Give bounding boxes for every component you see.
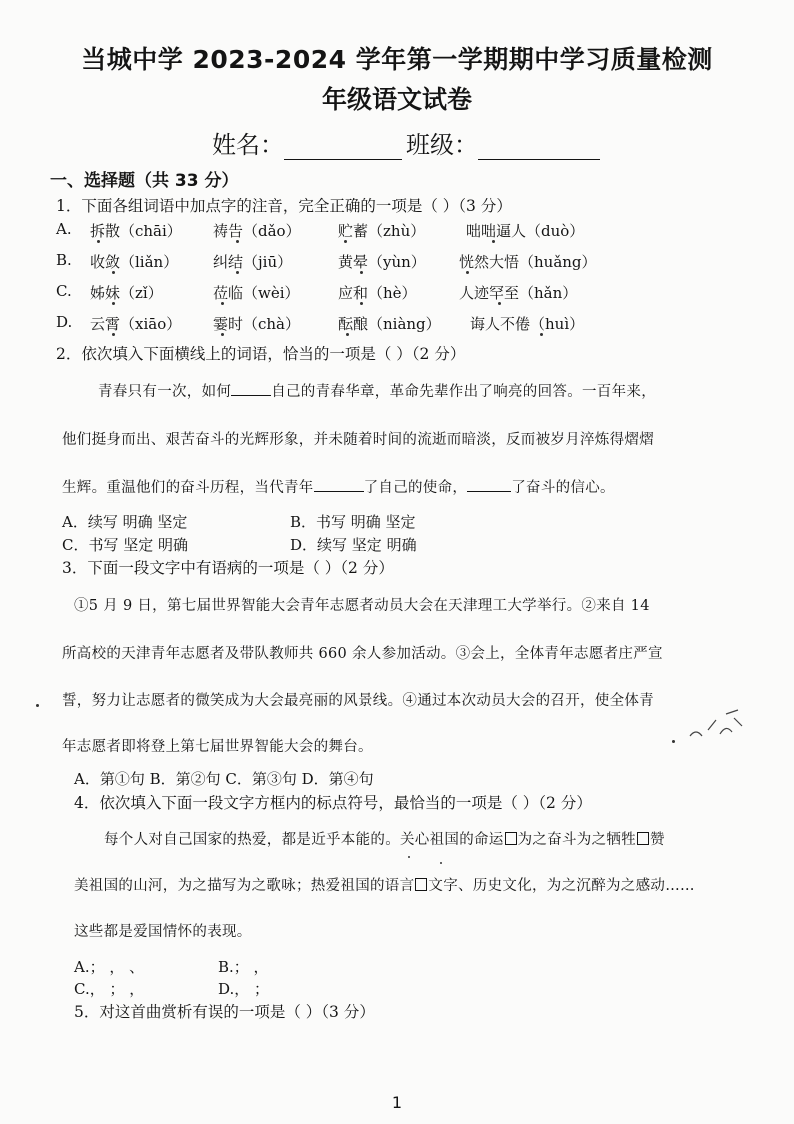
q3-passage-line-2: 所高校的天津青年志愿者及带队教师共 660 余人参加活动。③会上，全体青年志愿者庄严宣 — [62, 646, 663, 662]
q2-blank-2 — [314, 477, 364, 492]
q4-option-a: A.； ， 、 — [74, 958, 145, 976]
q2-passage-line-2: 他们挺身而出、艰苦奋斗的光辉形象，并未随着时间的流逝而暗淡，反而被岁月淬炼得熠熠 — [62, 432, 654, 448]
q1-a-word-1: 拆散（chāi） — [90, 222, 182, 240]
emphasis-dot — [236, 271, 239, 274]
q1-option-b-letter: B. — [56, 251, 72, 269]
q4-punct-box-3 — [415, 878, 427, 891]
class-blank — [478, 133, 600, 160]
q3-passage-line-3: 誓，努力让志愿者的微笑成为大会最亮丽的风景线。④通过本次动员大会的召开，使全体青 — [62, 693, 654, 709]
q4-option-c: C.， ； ， — [74, 980, 145, 998]
emphasis-dot — [466, 271, 469, 274]
emphasis-dot — [540, 333, 543, 336]
q4-p1-part-b: 为之奋斗为之牺牲 — [517, 832, 637, 848]
q1-option-d-letter: D. — [56, 313, 73, 331]
q2-p3-part-c: 了奋斗的信心。 — [511, 480, 615, 496]
q1-c-word-4: 人迹罕至（hǎn） — [459, 284, 578, 302]
q1-c-word-3: 应和（hè） — [338, 284, 417, 302]
q4-p1-part-c: 赞 — [650, 832, 665, 848]
q4-punct-box-1 — [505, 832, 517, 845]
name-label: 姓名： — [212, 131, 284, 159]
emphasis-dot — [112, 302, 115, 305]
q4-passage-line-2 — [74, 874, 695, 895]
q3-stem: 3．下面一段文字中有语病的一项是（ ）（2 分） — [62, 559, 394, 577]
q1-c-word-2: 莅临（wèi） — [213, 284, 300, 302]
q1-b-word-1: 收敛（liǎn） — [90, 253, 179, 271]
pencil-scribble — [686, 706, 746, 750]
q1-d-word-2: 霎时（chà） — [213, 315, 301, 333]
scan-speck — [440, 862, 442, 864]
page-number: 1 — [391, 1093, 403, 1112]
emphasis-dot — [221, 302, 224, 305]
q2-passage-line-1 — [98, 380, 656, 401]
q2-option-c: C．书写 坚定 明确 — [62, 536, 189, 554]
q4-passage-line-3: 这些都是爱国情怀的表现。 — [74, 924, 252, 940]
name-blank — [284, 133, 402, 160]
emphasis-dot — [492, 240, 495, 243]
emphasis-dot — [360, 271, 363, 274]
q1-d-word-3: 酝酿（niàng） — [338, 315, 441, 333]
student-info-line — [212, 125, 600, 160]
q4-punct-box-2 — [637, 832, 649, 845]
q4-option-b: B.； ， — [218, 958, 269, 976]
q2-p1-part-a: 青春只有一次，如何 — [98, 384, 232, 400]
q3-options: A．第①句 B．第②句 C．第③句 D．第④句 — [74, 770, 374, 788]
q1-b-word-4: 恍然大悟（huǎng） — [459, 253, 597, 271]
q4-stem: 4．依次填入下面一段文字方框内的标点符号，最恰当的一项是（ ）（2 分） — [74, 794, 592, 812]
q2-stem: 2．依次填入下面横线上的词语，恰当的一项是（ ）（2 分） — [56, 345, 466, 363]
emphasis-dot — [360, 302, 363, 305]
emphasis-dot — [236, 240, 239, 243]
q1-a-word-4: 咄咄逼人（duò） — [466, 222, 585, 240]
scan-speck — [672, 740, 675, 743]
q2-option-d: D．续写 坚定 明确 — [290, 536, 417, 554]
emphasis-dot — [112, 271, 115, 274]
section-choice-title: 一、选择题（共 33 分） — [50, 171, 239, 191]
q4-p1-part-a: 每个人对自己国家的热爱，都是近乎本能的。关心祖国的命运 — [104, 832, 504, 848]
class-label: 班级： — [406, 131, 478, 159]
q2-blank-1 — [231, 381, 271, 396]
q4-p2-part-a: 美祖国的山河，为之描写为之歌咏；热爱祖国的语言 — [74, 878, 415, 894]
q1-b-word-2: 纠结（jiū） — [213, 253, 293, 271]
emphasis-dot — [97, 240, 100, 243]
q2-blank-3 — [467, 477, 511, 492]
q1-a-word-2: 祷告（dǎo） — [213, 222, 301, 240]
q1-option-a-letter: A. — [56, 220, 72, 238]
q5-stem: 5．对这首曲赏析有误的一项是（ ）（3 分） — [74, 1003, 375, 1021]
exam-subtitle: 年级语文试卷 — [321, 85, 472, 114]
emphasis-dot — [346, 333, 349, 336]
q3-passage-line-4: 年志愿者即将登上第七届世界智能大会的舞台。 — [62, 739, 373, 755]
q1-b-word-3: 黄晕（yùn） — [338, 253, 426, 271]
q2-option-a: A．续写 明确 坚定 — [62, 513, 188, 531]
q3-passage-line-1: ①5 月 9 日，第七届世界智能大会青年志愿者动员大会在天津理工大学举行。②来自 14 — [74, 598, 650, 614]
q1-stem: 1．下面各组词语中加点字的注音，完全正确的一项是（ ）（3 分） — [56, 197, 512, 215]
q1-a-word-3: 贮蓄（zhù） — [338, 222, 426, 240]
q2-option-b: B．书写 明确 坚定 — [290, 513, 416, 531]
emphasis-dot — [344, 240, 347, 243]
emphasis-dot — [112, 333, 115, 336]
q1-c-word-1: 姊妹（zǐ） — [90, 284, 163, 302]
exam-title: 当城中学 2023-2024 学年第一学期期中学习质量检测 — [81, 45, 713, 74]
emphasis-dot — [221, 333, 224, 336]
q1-d-word-4: 诲人不倦（huì） — [470, 315, 585, 333]
q1-d-word-1: 云霄（xiāo） — [90, 315, 182, 333]
q2-passage-line-3 — [62, 476, 615, 497]
q4-p2-part-b: 文字、历史文化，为之沉醉为之感动…… — [428, 878, 695, 894]
q4-option-d: D.， ； — [218, 980, 270, 998]
q1-option-c-letter: C. — [56, 282, 72, 300]
scan-speck — [36, 704, 39, 707]
q2-p3-part-b: 了自己的使命， — [363, 480, 468, 496]
q2-p1-part-b: 自己的青春华章，革命先辈作出了响亮的回答。一百年来， — [271, 384, 657, 400]
q4-passage-line-1 — [104, 828, 665, 849]
emphasis-dot — [498, 302, 501, 305]
q2-p3-part-a: 生辉。重温他们的奋斗历程，当代青年 — [62, 480, 314, 496]
scan-speck — [408, 856, 410, 858]
